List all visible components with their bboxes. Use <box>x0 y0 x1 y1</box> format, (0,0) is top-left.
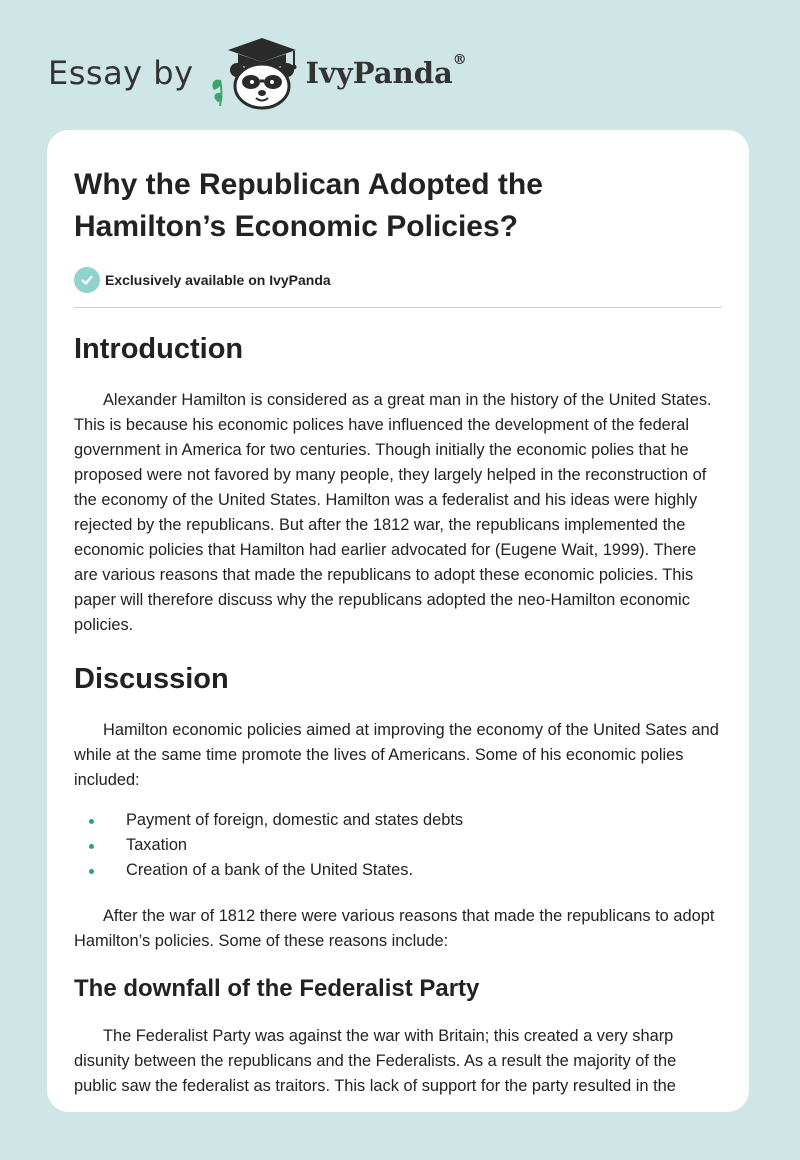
list-item: Taxation <box>74 833 722 858</box>
check-circle-icon <box>74 267 100 293</box>
policy-list <box>74 808 722 883</box>
brand-name[interactable]: IvyPanda® <box>305 52 467 90</box>
downfall-paragraph: The Federalist Party was against the war with Britain; this created a very sharp disunity between the republicans and the Federalists. As a result the majority of the public saw the federalist as traitors. This lack of support for the party resulted in the <box>74 1027 677 1095</box>
exclusive-label: Exclusively available on IvyPanda <box>105 272 331 288</box>
discussion-paragraph-1: Hamilton economic policies aimed at improving the economy of the United Sates and while at the same time promote the lives of Americans. Some of his economic polies included: <box>74 721 719 789</box>
essay-by-label: Essay by <box>48 54 194 92</box>
essay-card <box>47 130 749 1112</box>
site-header <box>48 36 467 110</box>
discussion-paragraph-2: After the war of 1812 there were various reasons that made the republicans to adopt Hamilton’s policies. Some of these reasons include: <box>74 907 715 950</box>
essay-title: Why the Republican Adopted the Hamilton’s Economic Policies? <box>74 168 543 243</box>
heading-discussion: Discussion <box>74 663 229 695</box>
panda-graduate-icon[interactable] <box>208 36 300 110</box>
bullet-icon <box>89 819 94 824</box>
registered-mark: ® <box>452 52 467 68</box>
divider <box>74 307 722 308</box>
heading-downfall: The downfall of the Federalist Party <box>74 975 480 1002</box>
list-item: Payment of foreign, domestic and states debts <box>74 808 722 833</box>
introduction-paragraph: Alexander Hamilton is considered as a great man in the history of the United States. This is because his economic polices have influenced the development of the federal government in America for two centuries. Though initially the economic polies that he proposed were not favored by many people, they largely helped in the reconstruction of the economy of the United States. Hamilton was a federalist and his ideas were highly rejected by the republicans. But after the 1812 war, the republicans implemented the economic policies that Hamilton had earlier advocated for (Eugene Wait, 1999). There are various reasons that made the republicans to adopt these economic policies. This paper will therefore discuss why the republicans adopted the neo-Hamilton economic policies. <box>74 391 712 634</box>
bullet-icon <box>89 869 94 874</box>
list-item: Creation of a bank of the United States. <box>74 858 722 883</box>
bullet-icon <box>89 844 94 849</box>
exclusive-badge <box>74 267 722 293</box>
heading-introduction: Introduction <box>74 333 244 365</box>
